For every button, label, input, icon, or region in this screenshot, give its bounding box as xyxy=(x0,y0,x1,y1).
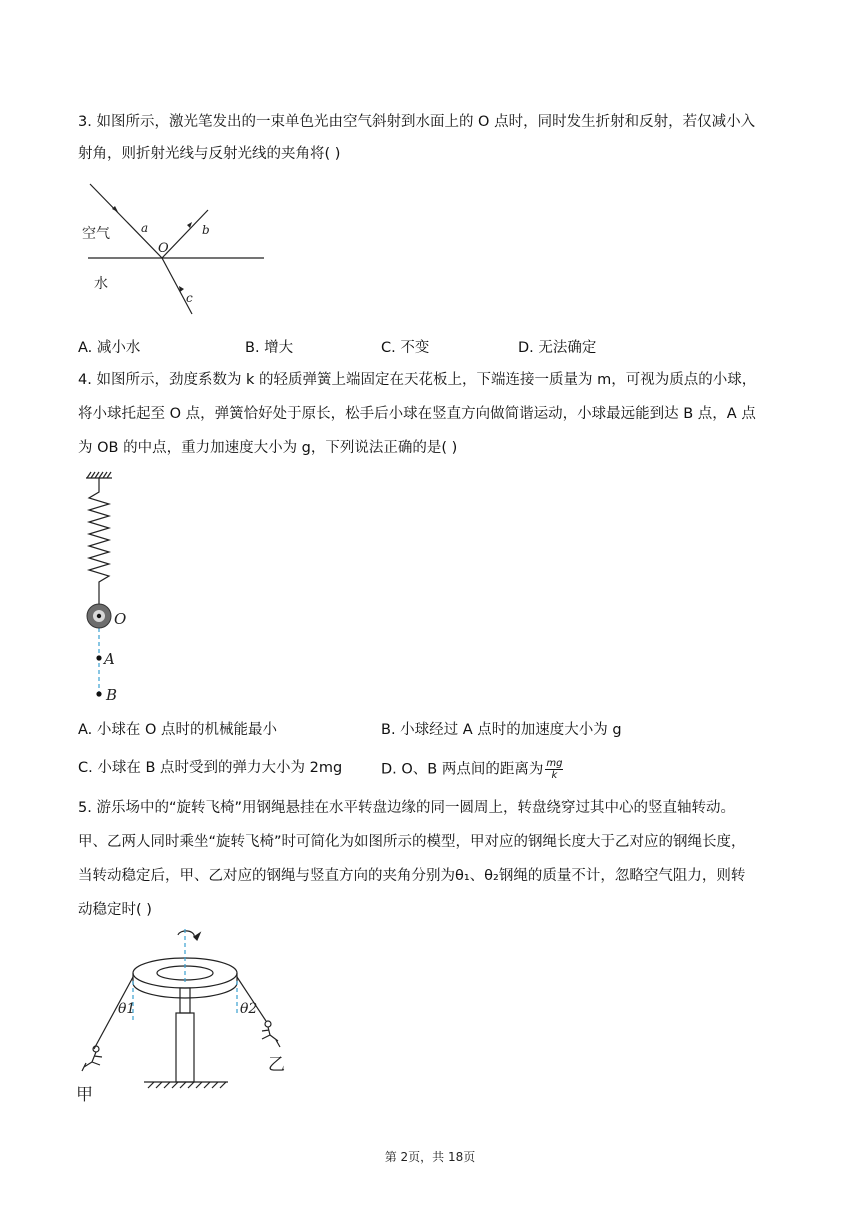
q4-option-d-text: D. O、B 两点间的距离为 xyxy=(381,761,544,778)
q5-text-line2: 甲、乙两人同时乘坐“旋转飞椅”时可简化为如图所示的模型，甲对应的钢绳长度大于乙对应的钢绳长度， xyxy=(78,834,746,850)
label-c: c xyxy=(186,291,193,305)
q3-option-b[interactable]: B. 增大 xyxy=(245,340,294,356)
q3-option-a[interactable]: A. 减小水 xyxy=(78,340,141,356)
point-a-dot xyxy=(96,655,101,660)
label-o: O xyxy=(114,610,127,628)
label-b: B xyxy=(106,686,118,704)
q4-text-line1: 4. 如图所示，劲度系数为 k 的轻质弹簧上端固定在天花板上，下端连接一质量为 m，可视为质点的小球， xyxy=(78,372,757,388)
q4-option-c[interactable]: C. 小球在 B 点时受到的弹力大小为 2mg xyxy=(78,760,343,776)
support-pole xyxy=(176,1013,194,1082)
label-theta1: θ1 xyxy=(118,1001,136,1017)
label-a: A xyxy=(104,650,115,668)
q4-text-line3: 为 OB 的中点，重力加速度大小为 g，下列说法正确的是( ) xyxy=(78,440,458,456)
q3-text-line1: 3. 如图所示，激光笔发出的一束单色光由空气斜射到水面上的 O 点时，同时发生折射和反射，若仅减小入 xyxy=(78,114,756,130)
label-jia: 甲 xyxy=(76,1085,93,1105)
q3-refraction-figure xyxy=(78,180,268,320)
point-b-dot xyxy=(96,691,101,696)
refracted-ray-c xyxy=(162,258,192,314)
q5-text-line1: 5. 游乐场中的“旋转飞椅”用钢绳悬挂在水平转盘边缘的同一圆周上，转盘绕穿过其中心的竖直轴转动。 xyxy=(78,800,735,816)
label-yi: 乙 xyxy=(268,1055,285,1075)
person-yi-icon xyxy=(262,1021,280,1047)
q5-text-line3: 当转动稳定后，甲、乙对应的钢绳与竖直方向的夹角分别为θ₁、θ₂钢绳的质量不计，忽略空气阻力，则转 xyxy=(78,868,746,884)
incident-ray-a xyxy=(90,184,162,258)
label-o: O xyxy=(158,241,169,256)
q4-text-line2: 将小球托起至 O 点，弹簧恰好处于原长，松手后小球在竖直方向做简谐运动，小球最远能到达 B 点，A 点 xyxy=(78,406,756,422)
q4-option-a[interactable]: A. 小球在 O 点时的机械能最小 xyxy=(78,722,278,738)
q4-option-b[interactable]: B. 小球经过 A 点时的加速度大小为 g xyxy=(381,722,622,738)
q4-spring-figure xyxy=(78,470,148,710)
label-theta2: θ2 xyxy=(240,1001,258,1017)
q5-text-line4: 动稳定时( ) xyxy=(78,902,152,918)
label-water: 水 xyxy=(94,276,108,292)
q3-option-d[interactable]: D. 无法确定 xyxy=(518,340,597,356)
label-a: a xyxy=(141,221,149,235)
person-jia-icon xyxy=(82,1046,102,1071)
spring-coil xyxy=(89,478,109,604)
q4-option-d[interactable] xyxy=(381,758,563,781)
label-air: 空气 xyxy=(82,226,110,242)
rotation-arrow-icon xyxy=(178,931,194,937)
page-footer: 第 2页，共 18页 xyxy=(384,1150,476,1164)
q3-text-line2: 射角，则折射光线与反射光线的夹角将( ) xyxy=(78,146,341,162)
q3-option-c[interactable]: C. 不变 xyxy=(381,340,430,356)
q5-swing-chair-figure xyxy=(70,925,300,1110)
fraction-mg-over-k: $\frac{mg}{k}$ xyxy=(546,758,563,781)
label-b: b xyxy=(202,223,210,237)
